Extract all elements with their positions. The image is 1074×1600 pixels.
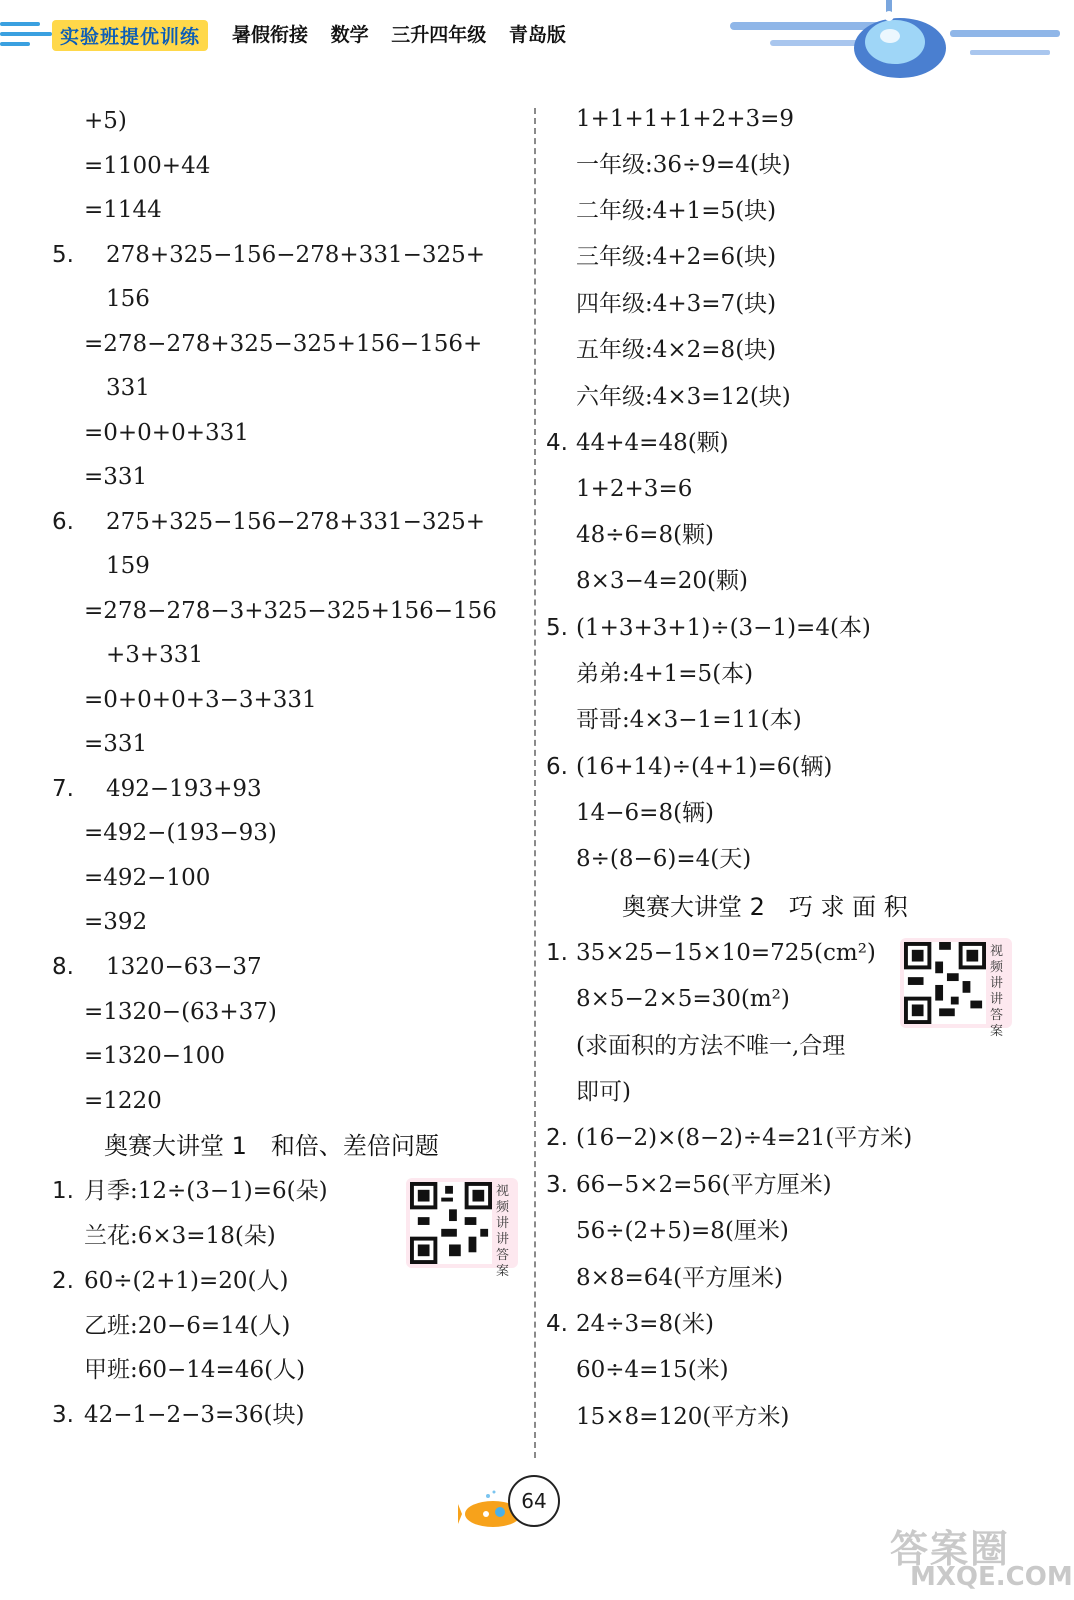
book-subtitle: 暑假衔接 xyxy=(232,24,309,46)
solution-line: 二年级:4+1=5(块) xyxy=(576,198,777,224)
solution-line: 甲班:60−14=46(人) xyxy=(84,1357,306,1383)
solution-line: 乙班:20−6=14(人) xyxy=(84,1313,291,1339)
solution-line: =1320−(63+37) xyxy=(84,999,277,1025)
solution-line: (16+14)÷(4+1)=6(辆) xyxy=(576,754,833,780)
solution-line: =1144 xyxy=(84,197,162,223)
solution-line: 1320−63−37 xyxy=(106,954,262,980)
watermark-title: 答案圈 xyxy=(890,1527,1011,1571)
book-edition: 青岛版 xyxy=(508,24,566,46)
problem-number: 3. xyxy=(52,1402,74,1428)
solution-line: =1220 xyxy=(84,1088,162,1114)
problem-number: 4. xyxy=(546,1311,568,1337)
solution-line: 哥哥:4×3−1=11(本) xyxy=(576,707,802,733)
problem-number: 4. xyxy=(546,430,568,456)
solution-line: =331 xyxy=(84,464,148,490)
solution-line: 275+325−156−278+331−325+ xyxy=(106,509,486,535)
solution-line: =0+0+0+3−3+331 xyxy=(84,687,317,713)
qr-code-icon xyxy=(904,942,986,1024)
solution-line: 42−1−2−3=36(块) xyxy=(84,1402,305,1428)
problem-number: 6. xyxy=(546,754,568,780)
solution-line: 兰花:6×3=18(朵) xyxy=(84,1223,276,1249)
solution-line: 8×5−2×5=30(m²) xyxy=(576,986,790,1012)
solution-line: (1+3+3+1)÷(3−1)=4(本) xyxy=(576,615,871,641)
qr-label: 视频讲讲答案 xyxy=(496,1184,510,1279)
solution-line: =331 xyxy=(84,731,148,757)
problem-number: 1. xyxy=(546,940,568,966)
solution-line: =392 xyxy=(84,909,148,935)
solution-line: 278+325−156−278+331−325+ xyxy=(106,242,486,268)
qr-label: 视频讲讲答案 xyxy=(990,944,1004,1039)
solution-line: (16−2)×(8−2)÷4=21(平方米) xyxy=(576,1125,913,1151)
problem-number: 2. xyxy=(546,1125,568,1151)
spaceship-illustration xyxy=(730,0,1070,90)
solution-line: 三年级:4+2=6(块) xyxy=(576,244,777,270)
problem-number: 5. xyxy=(52,242,74,268)
problem-number: 3. xyxy=(546,1172,568,1198)
solution-line: 1+2+3=6 xyxy=(576,476,693,502)
solution-line: =492−(193−93) xyxy=(84,820,277,846)
solution-line: 60÷(2+1)=20(人) xyxy=(84,1268,289,1294)
solution-line: =1100+44 xyxy=(84,153,211,179)
solution-line: 8×3−4=20(颗) xyxy=(576,568,748,594)
book-brand: 实验班提优训练 xyxy=(52,20,208,51)
book-info xyxy=(232,20,582,47)
page-header xyxy=(0,0,1074,100)
qr-code-icon xyxy=(410,1182,492,1264)
solution-line: 六年级:4×3=12(块) xyxy=(576,384,791,410)
column-divider xyxy=(534,108,536,1458)
problem-number: 5. xyxy=(546,615,568,641)
solution-line: 8×8=64(平方厘米) xyxy=(576,1265,784,1291)
solution-line: =1320−100 xyxy=(84,1043,225,1069)
solution-line: (求面积的方法不唯一,合理 xyxy=(576,1033,846,1059)
solution-line: =278−278+325−325+156−156+ xyxy=(84,331,483,357)
solution-line: 66−5×2=56(平方厘米) xyxy=(576,1172,832,1198)
section-title: 奥赛大讲堂 1 和倍、差倍问题 xyxy=(104,1132,439,1160)
solution-line: 56÷(2+5)=8(厘米) xyxy=(576,1218,789,1244)
solution-line: =0+0+0+331 xyxy=(84,420,249,446)
solution-line: 五年级:4×2=8(块) xyxy=(576,337,777,363)
site-watermark xyxy=(890,1518,1073,1592)
solution-line: 331 xyxy=(106,375,150,401)
solution-line: 即可) xyxy=(576,1079,631,1105)
header-stripes xyxy=(0,18,60,58)
qr-code-video[interactable] xyxy=(900,938,1012,1039)
solution-line: =278−278−3+325−325+156−156 xyxy=(84,598,497,624)
solution-line: 48÷6=8(颗) xyxy=(576,522,715,548)
page-number: 64 xyxy=(508,1475,560,1527)
solution-line: 159 xyxy=(106,553,150,579)
solution-line: 156 xyxy=(106,286,150,312)
solution-line: =492−100 xyxy=(84,865,211,891)
solution-line: +5) xyxy=(84,108,127,134)
solution-line: 8÷(8−6)=4(天) xyxy=(576,846,752,872)
book-subject: 数学 xyxy=(330,24,369,46)
watermark-url: MXQE.COM xyxy=(910,1562,1073,1592)
problem-number: 1. xyxy=(52,1178,74,1204)
solution-line: 24÷3=8(米) xyxy=(576,1311,715,1337)
book-grade: 三升四年级 xyxy=(391,24,487,46)
problem-number: 7. xyxy=(52,776,74,802)
solution-line: 60÷4=15(米) xyxy=(576,1357,729,1383)
solution-line: 四年级:4+3=7(块) xyxy=(576,291,777,317)
solution-line: 15×8=120(平方米) xyxy=(576,1404,790,1430)
solution-line: 弟弟:4+1=5(本) xyxy=(576,661,754,687)
solution-line: 月季:12÷(3−1)=6(朵) xyxy=(84,1178,328,1204)
solution-line: 一年级:36÷9=4(块) xyxy=(576,152,791,178)
solution-line: 492−193+93 xyxy=(106,776,262,802)
problem-number: 6. xyxy=(52,509,74,535)
section-title: 奥赛大讲堂 2 巧 求 面 积 xyxy=(622,893,908,921)
solution-line: 44+4=48(颗) xyxy=(576,430,729,456)
solution-line: 1+1+1+1+2+3=9 xyxy=(576,106,795,132)
qr-code-video[interactable] xyxy=(406,1178,518,1279)
solution-line: 35×25−15×10=725(cm²) xyxy=(576,940,876,966)
solution-line: 14−6=8(辆) xyxy=(576,800,715,826)
solution-line: +3+331 xyxy=(106,642,204,668)
problem-number: 8. xyxy=(52,954,74,980)
problem-number: 2. xyxy=(52,1268,74,1294)
